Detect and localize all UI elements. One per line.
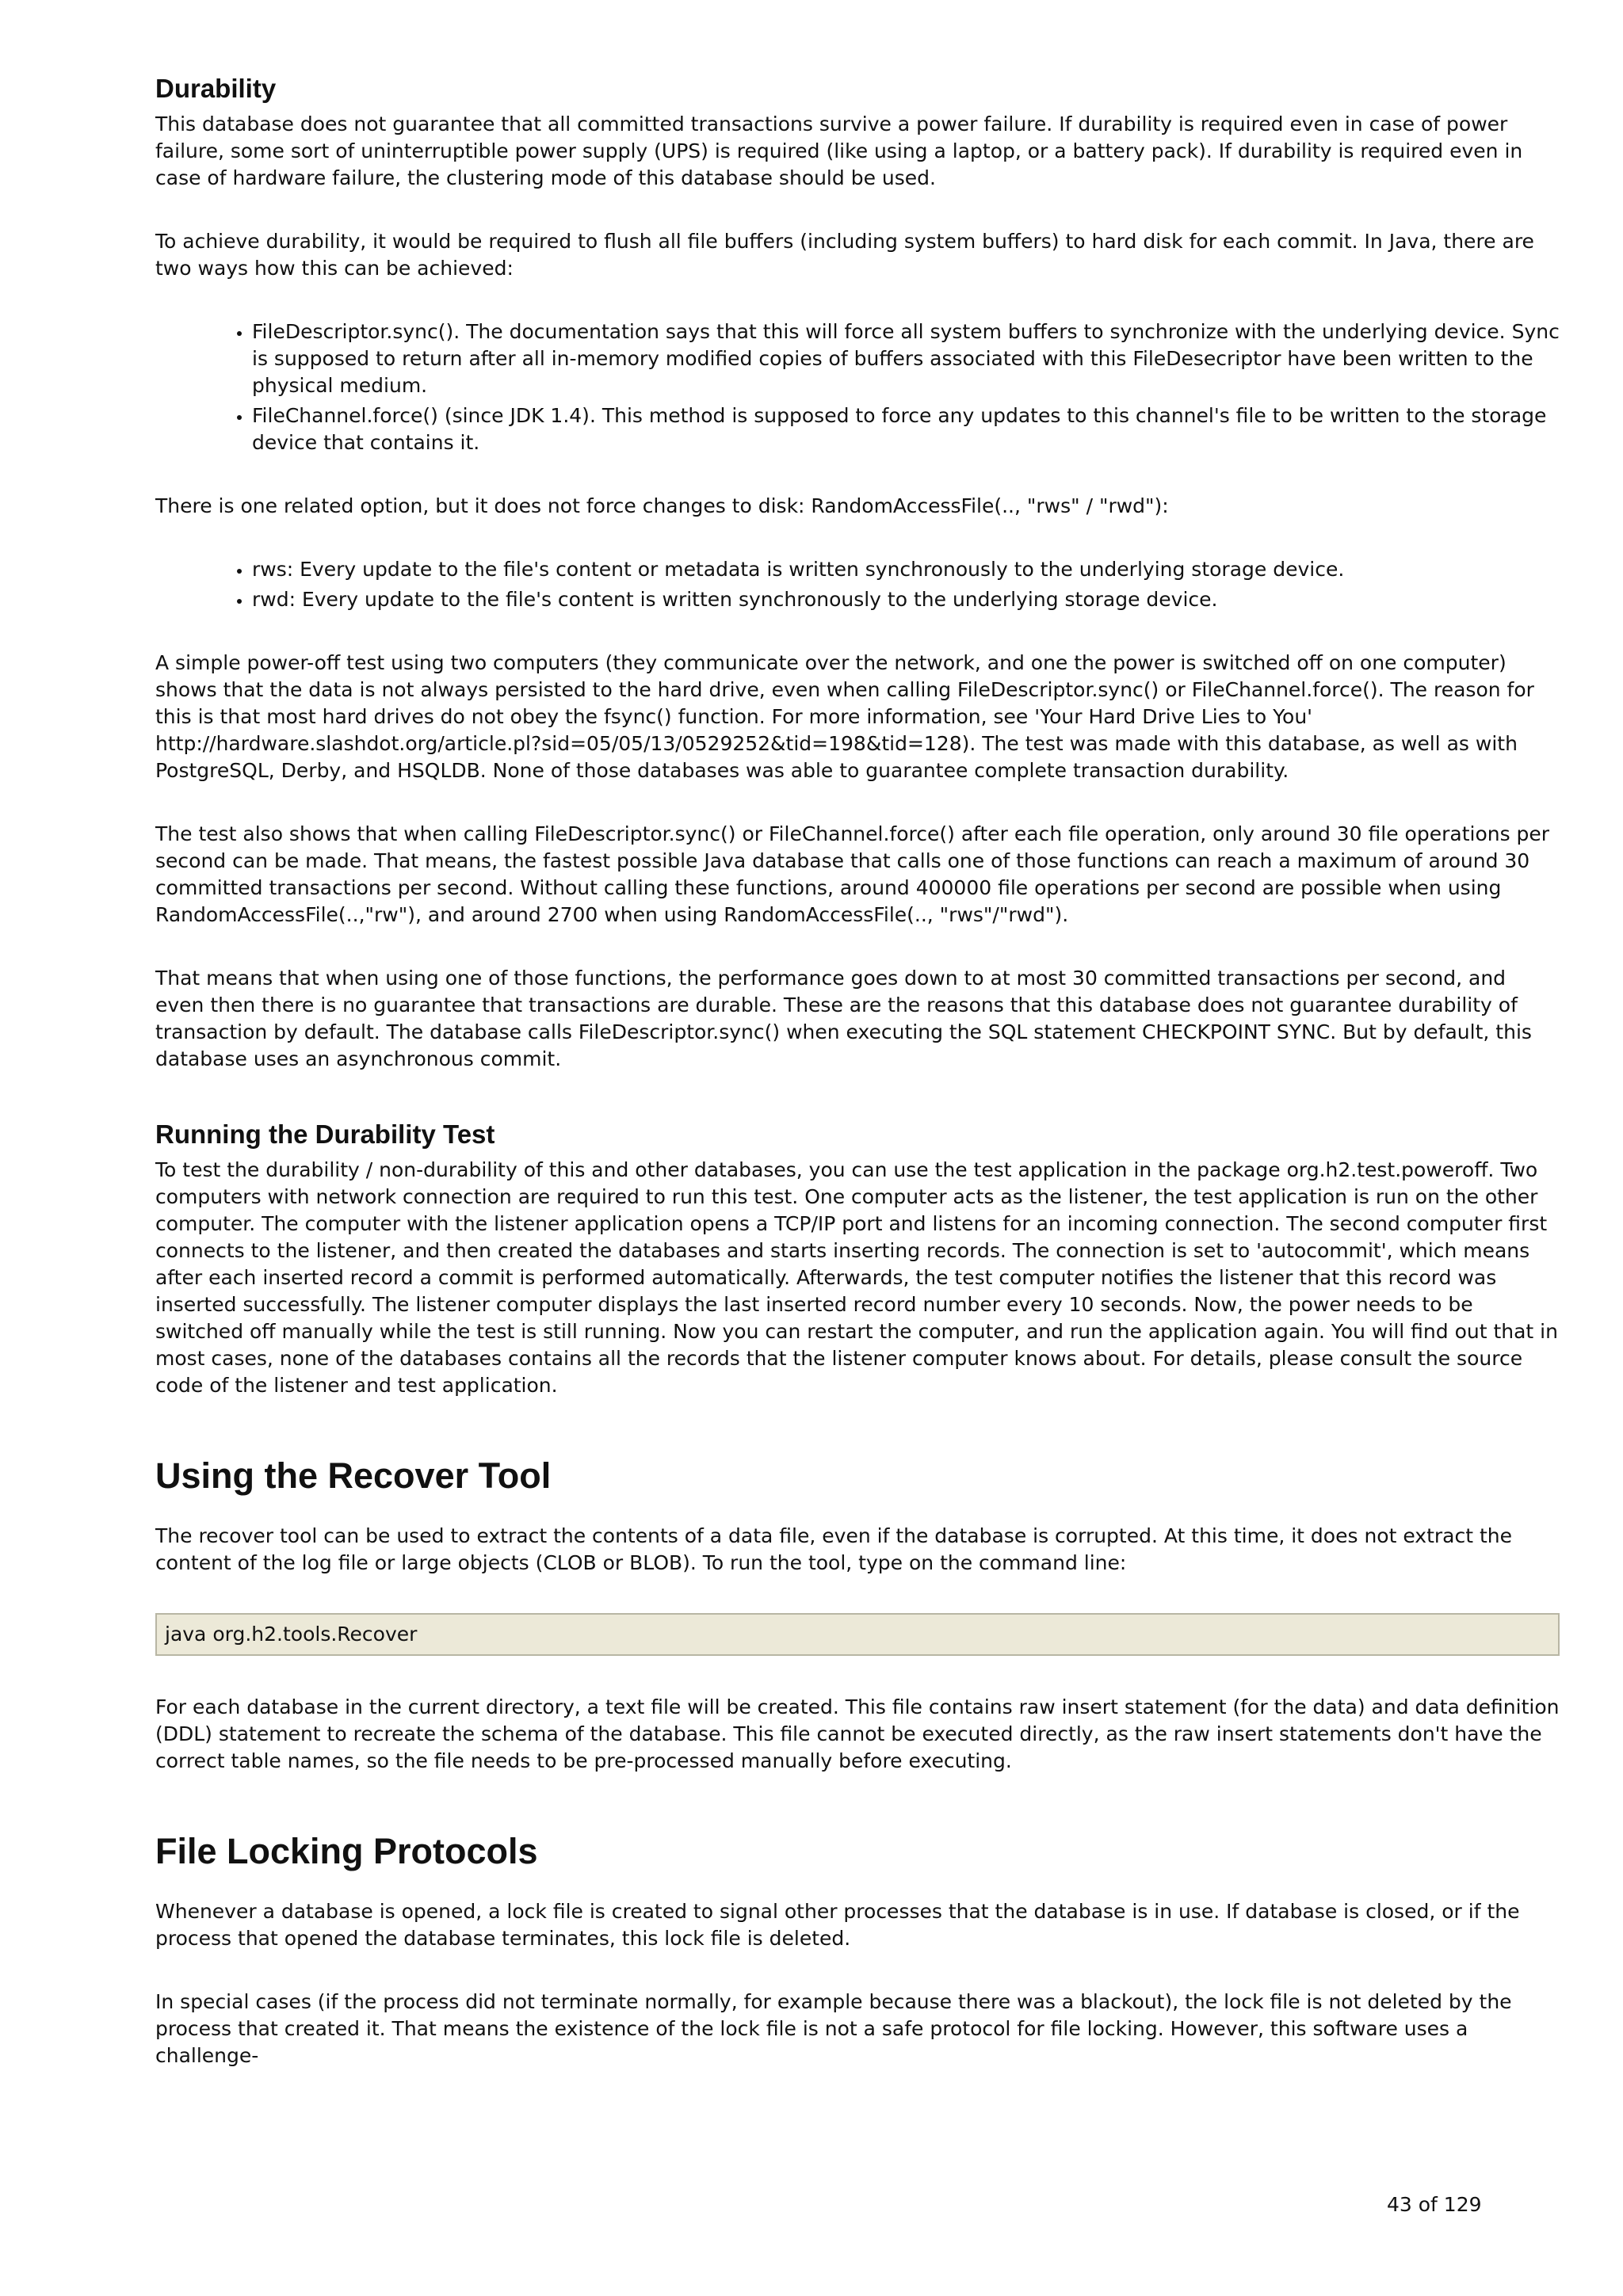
paragraph: To test the durability / non-durability of this and other databases, you can use the test application in the package org.h2.test.poweroff. Two computers with network connection are required to run this test. One computer acts as the listener, the test application is run on the other computer. The computer with the listener application opens a TCP/IP port and listens for an incoming connection. The second computer first connects to the listener, and then created the databases and starts inserting records. The connection is set to 'autocommit', which means after each inserted record a commit is performed automatically. Afterwards, the test computer notifies the listener that this record was inserted successfully. The listener computer displays the last inserted record number every 10 seconds. Now, the power needs to be switched off manually while the test is still running. Now you can restart the computer, and run the application again. You will find out that in most cases, none of the databases contains all the records that the listener computer knows about. For details, please consult the source code of the listener and test application. (155, 1158, 1558, 1397)
heading-file-locking-protocols: File Locking Protocols (155, 1831, 538, 1871)
section-spacer (155, 1073, 1560, 1119)
paragraph: A simple power-off test using two computers (they communicate over the network, and one the power is switched off on one computer) shows that the data is not always persisted to the hard drive, even when calling FileDescriptor.sync() or FileChannel.force(). The reason for this is that most hard drives do not obey the fsync() function. For more information, see 'Your Hard Drive Lies to You' http://hardware.slashdot.org/article.pl?sid=05/05/13/0529252&tid=198&tid=128). The test was made with this database, as well as with PostgreSQL, Derby, and HSQLDB. None of those databases was able to guarantee complete transaction durability. (155, 651, 1534, 782)
page-content (155, 73, 1560, 2069)
paragraph: The recover tool can be used to extract the contents of a data file, even if the database is corrupted. At this time, it does not extract the content of the log file or large objects (CLOB or BLOB). To run the tool, type on the command line: (155, 1524, 1512, 1574)
paragraph: For each database in the current directory, a text file will be created. This file contains raw insert statement (for the data) and data definition (DDL) statement to recreate the schema of the database. This file cannot be executed directly, as the raw insert statements don't have the correct table names, so the file needs to be pre-processed manually before executing. (155, 1695, 1560, 1772)
list-item: • rws: Every update to the file's content or metadata is written synchronously to the underlying storage device. (252, 556, 1560, 583)
list-item: • FileChannel.force() (since JDK 1.4). This method is supposed to force any updates to this channel's file to be written to the storage device that contains it. (252, 402, 1560, 456)
heading-using-recover-tool: Using the Recover Tool (155, 1455, 552, 1496)
section-spacer (155, 1399, 1560, 1455)
list-item: • FileDescriptor.sync(). The documentation says that this will force all system buffers to synchronize with the underlying device. Sync is supposed to return after all in-memory modified copies of buffers associated with this FileDesecriptor have been written to the physical medium. (252, 318, 1560, 399)
paragraph: There is one related option, but it does not force changes to disk: RandomAccessFile(.., "rws" / "rwd"): (155, 494, 1169, 517)
bullet-list (155, 556, 1560, 613)
paragraph: Whenever a database is opened, a lock file is created to signal other processes that the database is in use. If database is closed, or if the process that opened the database terminates, this lock file is deleted. (155, 1900, 1520, 1950)
heading-durability: Durability (155, 74, 277, 103)
heading-running-durability-test: Running the Durability Test (155, 1119, 495, 1149)
list-item: • rwd: Every update to the file's content is written synchronously to the underlying storage device. (252, 586, 1560, 613)
paragraph: In special cases (if the process did not terminate normally, for example because there was a blackout), the lock file is not deleted by the process that created it. That means the existence of the lock file is not a safe protocol for file locking. However, this software uses a challenge- (155, 1990, 1512, 2067)
section-spacer (155, 1775, 1560, 1830)
paragraph: The test also shows that when calling FileDescriptor.sync() or FileChannel.force() after each file operation, only around 30 file operations per second can be made. That means, the fastest possible Java database that calls one of those functions can reach a maximum of around 30 committed transactions per second. Without calling these functions, around 400000 file operations per second are possible when using RandomAccessFile(..,"rw"), and around 2700 when using RandomAccessFile(.., "rws"/"rwd"). (155, 822, 1550, 926)
paragraph: This database does not guarantee that all committed transactions survive a power failure. If durability is required even in case of power failure, some sort of uninterruptible power supply (UPS) is required (like using a laptop, or a battery pack). If durability is required even in case of hardware failure, the clustering mode of this database should be used. (155, 113, 1523, 189)
page-number: 43 of 129 (1387, 2193, 1482, 2216)
bullet-list (155, 318, 1560, 456)
paragraph: To achieve durability, it would be required to flush all file buffers (including system buffers) to hard disk for each commit. In Java, there are two ways how this can be achieved: (155, 230, 1534, 280)
code-block: java org.h2.tools.Recover (155, 1613, 1560, 1656)
paragraph: That means that when using one of those functions, the performance goes down to at most 30 committed transactions per second, and even then there is no guarantee that transactions are durable. These are the reasons that this database does not guarantee durability of transaction by default. The database calls FileDescriptor.sync() when executing the SQL statement CHECKPOINT SYNC. But by default, this database uses an asynchronous commit. (155, 967, 1532, 1070)
